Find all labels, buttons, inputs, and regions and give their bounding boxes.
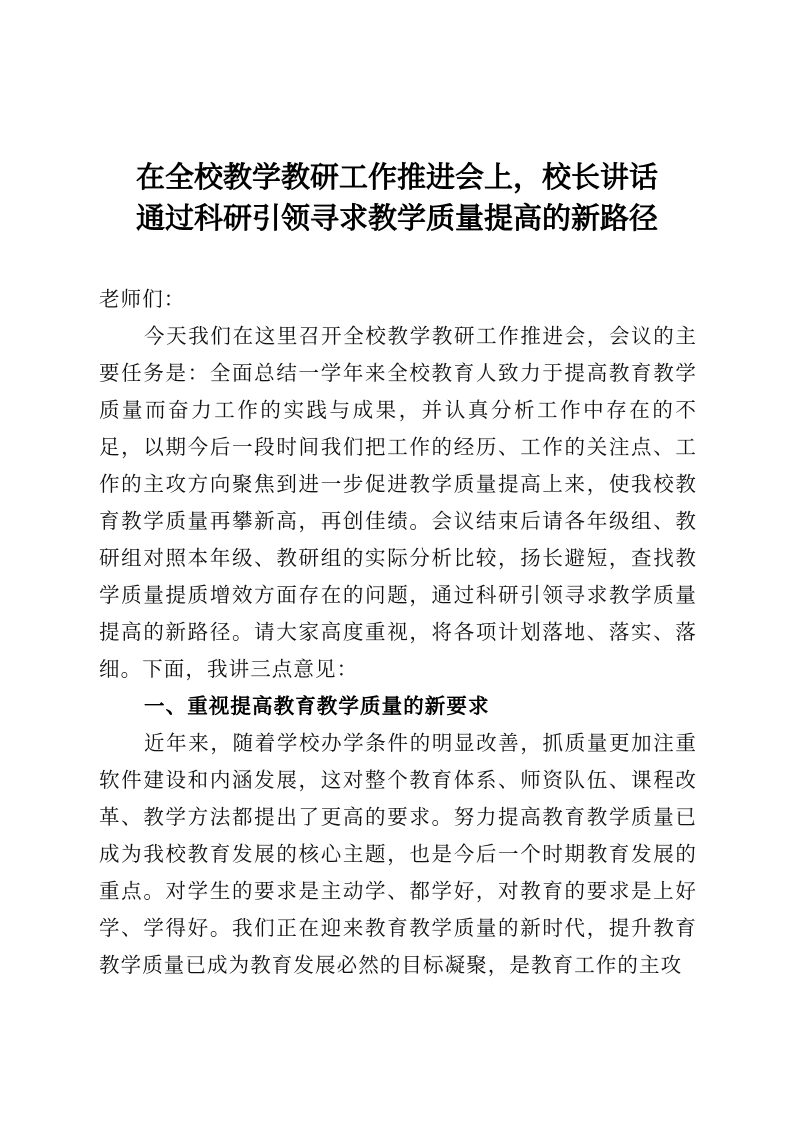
salutation: 老师们： — [99, 287, 186, 311]
paragraph-opening: 今天我们在这里召开全校教学教研工作推进会，会议的主要任务是：全面总结一学年来全校教育人致力于提高教育教学质量而奋力工作的实践与成果，并认真分析工作中存在的不足，以期今后一段时间我们把工作的经历、工作的关注点、工作的主攻方向聚焦到进一步促进教学质量提高上来，使我校教育教学质量再攀新高，再创佳绩。会议结束后请各年级组、教研组对照本年级、教研组的实际分析比较，扬长避短，查找教学质量提质增效方面存在的问题，通过科研引领寻求教学质量提高的新路径。请大家高度重视，将各项计划落地、落实、落细。下面，我讲三点意见： — [99, 324, 697, 681]
paragraph-section-one-body: 近年来，随着学校办学条件的明显改善，抓质量更加注重软件建设和内涵发展，这对整个教育体系、师资队伍、课程改革、教学方法都提出了更高的要求。努力提高教育教学质量已成为我校教育发展的核心主题，也是今后一个时期教育发展的重点。对学生的要求是主动学、都学好，对教育的要求是上好学、学得好。我们正在迎来教育教学质量的新时代，提升教育教学质量已成为教育发展必然的目标凝聚，是教育工作的主攻 — [99, 731, 697, 977]
section-heading-one: 一、重视提高教育教学质量的新要求 — [144, 694, 490, 718]
document-text-flow — [99, 281, 697, 984]
document-title-line-1: 在全校教学教研工作推进会上，校长讲话 — [135, 160, 658, 194]
document-title-line-2: 通过科研引领寻求教学质量提高的新路径 — [135, 201, 658, 235]
document-title — [99, 157, 695, 239]
